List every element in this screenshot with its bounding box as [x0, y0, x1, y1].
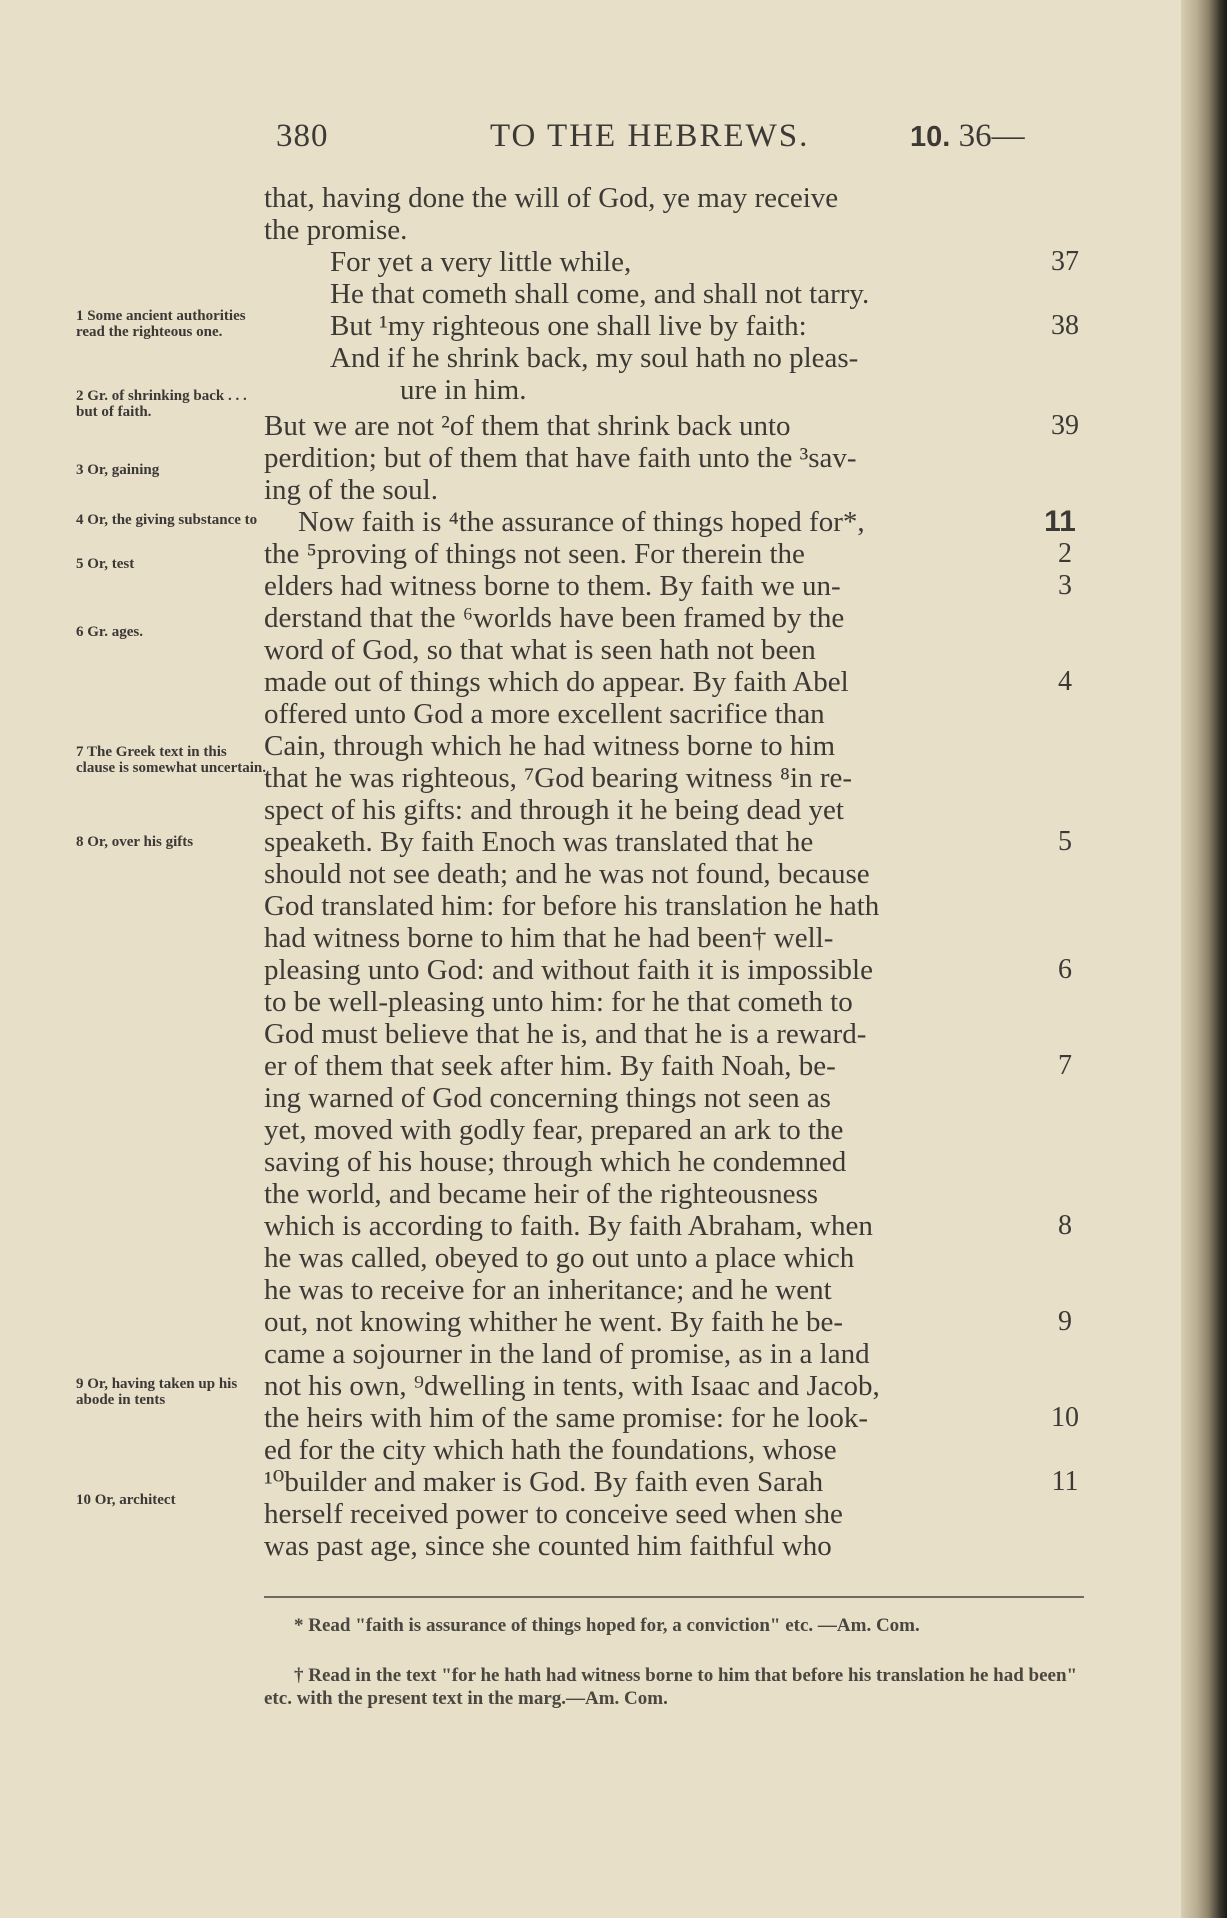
running-header	[262, 112, 1042, 158]
margin-note-3: 3 Or, gaining	[76, 462, 160, 478]
verse-number: 6	[1058, 954, 1072, 985]
text-line: the heirs with him of the same promise: for he look-	[264, 1402, 869, 1434]
text-line: that he was righteous, ⁷God bearing witness ⁸in re-	[264, 762, 853, 794]
text-line: that, having done the will of God, ye may receive	[264, 182, 839, 214]
margin-note-10: 10 Or, architect	[76, 1492, 176, 1508]
margin-note-6: 6 Gr. ages.	[76, 624, 143, 640]
text-line: not his own, ⁹dwelling in tents, with Isaac and Jacob,	[264, 1370, 880, 1402]
text-line: he was to receive for an inheritance; and he went	[264, 1274, 832, 1306]
text-line: ing warned of God concerning things not seen as	[264, 1082, 831, 1114]
chapter-verse-reference	[910, 118, 1025, 155]
margin-note-5: 5 Or, test	[76, 556, 135, 572]
poetry-line: ure in him.	[400, 374, 527, 406]
text-line: ing of the soul.	[264, 474, 438, 506]
text-line: spect of his gifts: and through it he being dead yet	[264, 794, 844, 826]
text-line: out, not knowing whither he went. By faith he be-	[264, 1306, 844, 1338]
text-line: which is according to faith. By faith Abraham, when	[264, 1210, 873, 1242]
page-number: 380	[276, 118, 329, 154]
text-line: made out of things which do appear. By faith Abel	[264, 666, 849, 698]
text-line: he was called, obeyed to go out unto a place which	[264, 1242, 855, 1274]
footnote-1: * Read "faith is assurance of things hoped for, a conviction" etc. —Am. Com.	[294, 1615, 920, 1636]
text-line: speaketh. By faith Enoch was translated that he	[264, 826, 814, 858]
poetry-line: For yet a very little while,	[330, 246, 632, 278]
footnote-divider	[264, 1596, 1084, 1598]
footnote-2: † Read in the text "for he hath had witness borne to him that before his translation he had been" etc. with the present text in the marg.—Am. Com.	[264, 1665, 1078, 1709]
text-line: herself received power to conceive seed when she	[264, 1498, 843, 1530]
verse-number: 9	[1058, 1306, 1072, 1337]
text-line: God must believe that he is, and that he is a reward-	[264, 1018, 867, 1050]
text-line: er of them that seek after him. By faith Noah, be-	[264, 1050, 836, 1082]
text-line: Now faith is ⁴the assurance of things hoped for*,	[298, 506, 865, 538]
verse-number: 11	[1051, 1466, 1079, 1497]
text-line: ¹⁰builder and maker is God. By faith even Sarah	[264, 1466, 824, 1498]
margin-note-9: 9 Or, having taken up his abode in tents	[76, 1376, 238, 1408]
text-line: pleasing unto God: and without faith it is impossible	[264, 954, 873, 986]
text-line: came a sojourner in the land of promise, as in a land	[264, 1338, 870, 1370]
text-line: derstand that the ⁶worlds have been framed by the	[264, 602, 845, 634]
text-line: the promise.	[264, 214, 408, 246]
text-line: But we are not ²of them that shrink back unto	[264, 410, 791, 442]
verse-number: 36—	[958, 118, 1025, 154]
verse-number: 7	[1058, 1050, 1072, 1081]
poetry-line: And if he shrink back, my soul hath no pleas-	[330, 342, 859, 374]
text-line: the world, and became heir of the righteousness	[264, 1178, 819, 1210]
text-line: saving of his house; through which he condemned	[264, 1146, 847, 1178]
verse-number: 5	[1058, 826, 1072, 857]
text-line: ed for the city which hath the foundations, whose	[264, 1434, 837, 1466]
margin-note-1: 1 Some ancient authorities read the righteous one.	[76, 308, 246, 340]
book-spine-shadow	[1181, 0, 1227, 1918]
text-line: Cain, through which he had witness borne to him	[264, 730, 836, 762]
margin-note-4: 4 Or, the giving substance to	[76, 512, 258, 528]
poetry-line: He that cometh shall come, and shall not tarry.	[330, 278, 870, 310]
text-line: the ⁵proving of things not seen. For therein the	[264, 538, 805, 570]
margin-note-7: 7 The Greek text in this clause is somewhat uncertain.	[76, 744, 266, 776]
margin-note-2: 2 Gr. of shrinking back . . . but of faith.	[76, 388, 247, 420]
text-line: elders had witness borne to them. By faith we un-	[264, 570, 841, 602]
text-line: word of God, so that what is seen hath not been	[264, 634, 816, 666]
text-line: God translated him: for before his translation he hath	[264, 890, 880, 922]
chapter-number: 11	[1044, 505, 1076, 538]
verse-number: 3	[1058, 570, 1072, 601]
margin-note-8: 8 Or, over his gifts	[76, 834, 194, 850]
verse-number: 37	[1051, 246, 1079, 277]
verse-number: 39	[1051, 410, 1079, 441]
verse-number: 38	[1051, 310, 1079, 341]
verse-number: 10	[1051, 1402, 1079, 1433]
verse-number: 8	[1058, 1210, 1072, 1241]
text-line: offered unto God a more excellent sacrifice than	[264, 698, 825, 730]
text-line: was past age, since she counted him faithful who	[264, 1530, 832, 1562]
verse-number: 4	[1058, 666, 1072, 697]
running-title: TO THE HEBREWS.	[490, 118, 810, 154]
text-line: had witness borne to him that he had been† well-	[264, 922, 834, 954]
text-line: should not see death; and he was not found, because	[264, 858, 870, 890]
text-line: to be well-pleasing unto him: for he that cometh to	[264, 986, 853, 1018]
text-line: perdition; but of them that have faith unto the ³sav-	[264, 442, 857, 474]
chapter-number: 10.	[910, 121, 951, 153]
text-line: yet, moved with godly fear, prepared an ark to the	[264, 1114, 844, 1146]
verse-number: 2	[1058, 538, 1072, 569]
poetry-line: But ¹my righteous one shall live by faith:	[330, 310, 807, 342]
